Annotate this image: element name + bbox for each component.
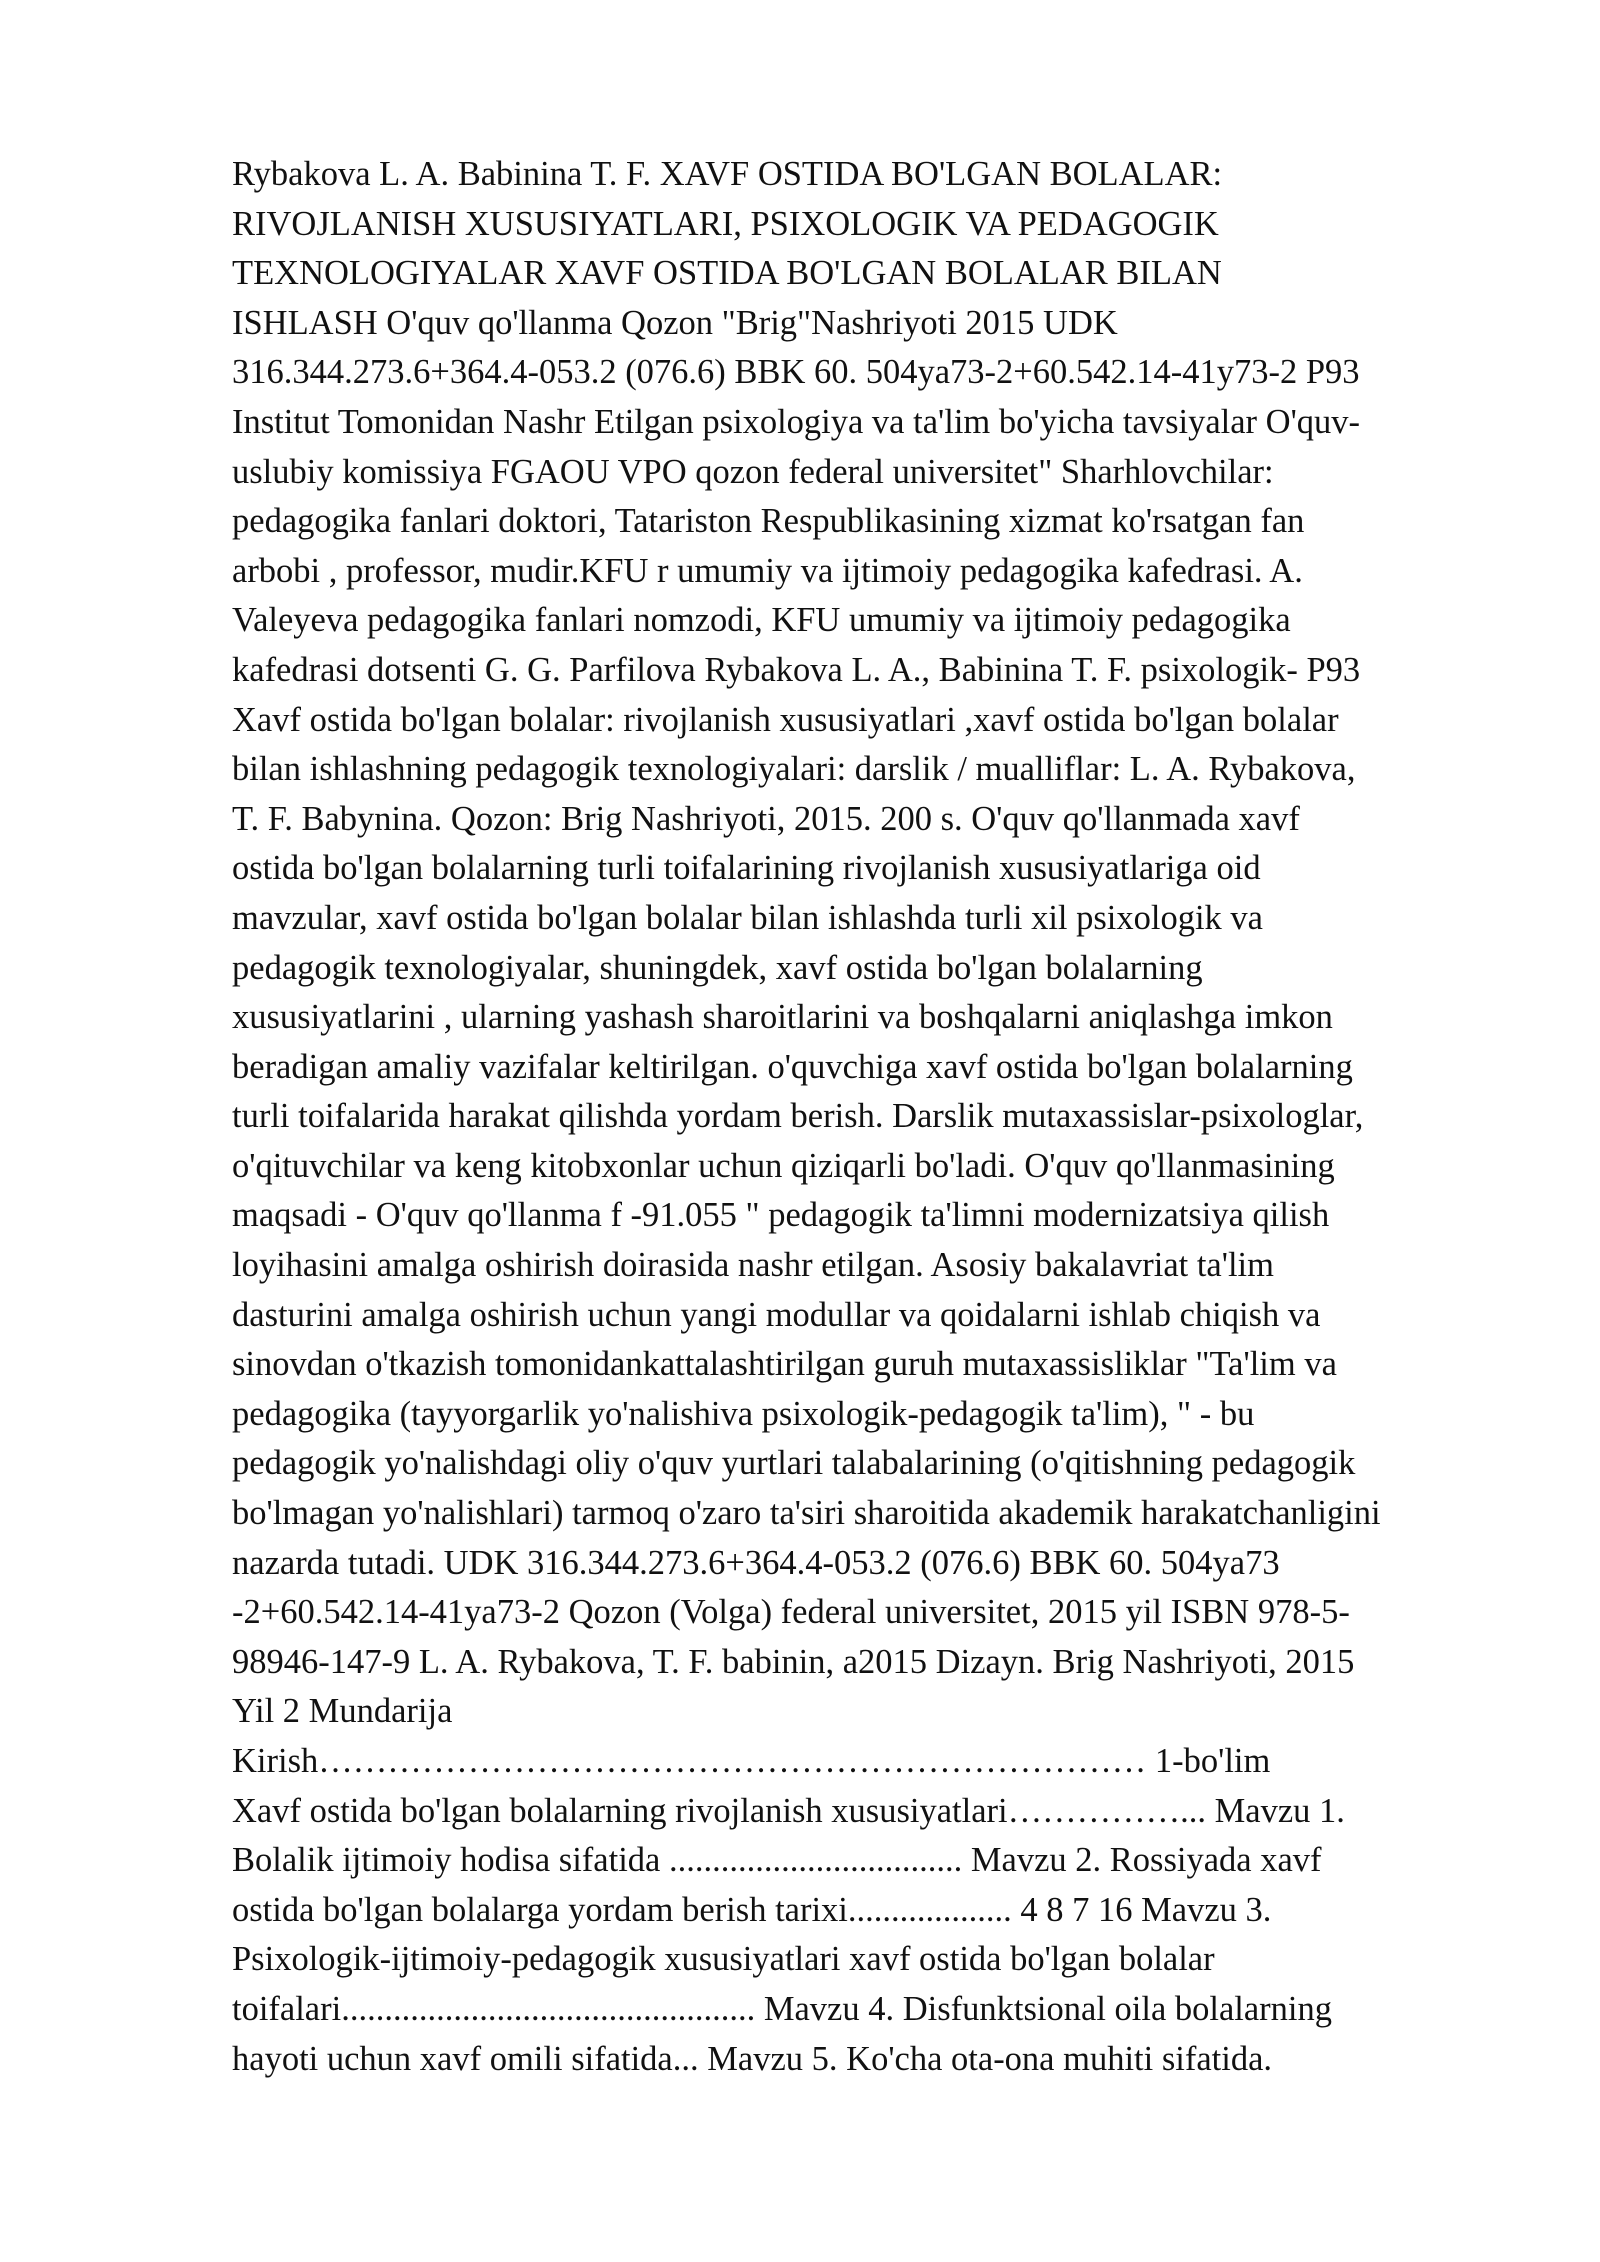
document-body-text: Rybakova L. A. Babinina T. F. XAVF OSTIDA BO'LGAN BOLALAR: RIVOJLANISH XUSUSIYATLARI, PSIXOLOGIK VA PEDAGOGIK TEXNOLOGIYALAR XAVF OSTIDA BO'LGAN BOLALAR BILAN ISHLASH O'quv qo'llanma Qozon "Brig"Nashriyoti 2015 UDK 316.344.273.6+364.4-053.2 (076.6) BBK 60. 504ya73-2+60.542.14-41y73-2 P93 Institut Tomonidan Nashr Etilgan psixologiya va ta'lim bo'yicha tavsiyalar O'quv- uslubiy komissiya FGAOU VPO qozon federal universitet" Sharhlovchilar: pedagogika fanlari doktori, Tatariston Respublikasining xizmat ko'rsatgan fan arbobi , professor, mudir.KFU r umumiy va ijtimoiy pedagogika kafedrasi. A. Valeyeva pedagogika fanlari nomzodi, KFU umumiy va ijtimoiy pedagogika kafedrasi dotsenti G. G. Parfilova Rybakova L. A., Babinina T. F. psixologik- P93 Xavf ostida bo'lgan bolalar: rivojlanish xususiyatlari ,xavf ostida bo'lgan bolalar bilan ishlashning pedagogik texnologiyalari: darslik / mualliflar: L. A. Rybakova, T. F. Babynina. Qozon: Brig Nashriyoti, 2015. 200 s. O'quv qo'llanmada xavf ostida bo'lgan bolalarning turli toifalarining rivojlanish xususiyatlariga oid mavzular, xavf ostida bo'lgan bolalar bilan ishlashda turli xil psixologik va pedagogik texnologiyalar, shuningdek, xavf ostida bo'lgan bolalarning xususiyatlarini , ularning yashash sharoitlarini va boshqalarni aniqlashga imkon beradigan amaliy vazifalar keltirilgan. o'quvchiga xavf ostida bo'lgan bolalarning turli toifalarida harakat qilishda yordam berish. Darslik mutaxassislar-psixologlar, o'qituvchilar va keng kitobxonlar uchun qiziqarli bo'ladi. O'quv qo'llanmasining maqsadi - O'quv qo'llanma f -91.055 " pedagogik ta'limni modernizatsiya qilish loyihasini amalga oshirish doirasida nashr etilgan. Asosiy bakalavriat ta'lim dasturini amalga oshirish uchun yangi modullar va qoidalarni ishlab chiqish va sinovdan o'tkazish tomonidankattalashtirilgan guruh mutaxassisliklar "Ta'lim va pedagogika (tayyorgarlik yo'nalishiva psixologik-pedagogik ta'lim), " - bu pedagogik yo'nalishdagi oliy o'quv yurtlari talabalarining (o'qitishning pedagogik bo'lmagan yo'nalishlari) tarmoq o'zaro ta'siri sharoitida akademik harakatchanligini nazarda tutadi. UDK 316.344.273.6+364.4-053.2 (076.6) BBK 60. 504ya73 -2+60.542.14-41ya73-2 Qozon (Volga) federal universitet, 2015 yil ISBN 978-5- 98946-147-9 L. A. Rybakova, T. F. babinin, a2015 Dizayn. Brig Nashriyoti, 2015 Yil 2 Mundarija Kirish……………………………………………………………… 1-bo'lim Xavf ostida bo'lgan bolalarning rivojlanish xususiyatlari……………... Mavzu 1. Bolalik ijtimoiy hodisa sifatida .................................. Mavzu 2. Rossiyada xavf ostida bo'lgan bolalarga yordam berish tarixi................... 4 8 7 16 Mavzu 3. Psixologik-ijtimoiy-pedagogik xususiyatlari xavf ostida bo'lgan bolalar toifalari................................................ Mavzu 4. Disfunktsional oila bolalarning hayoti uchun xavf omili sifatida... Mavzu 5. Ko'cha ota-ona muhiti sifatida.: [232, 155, 1381, 2078]
